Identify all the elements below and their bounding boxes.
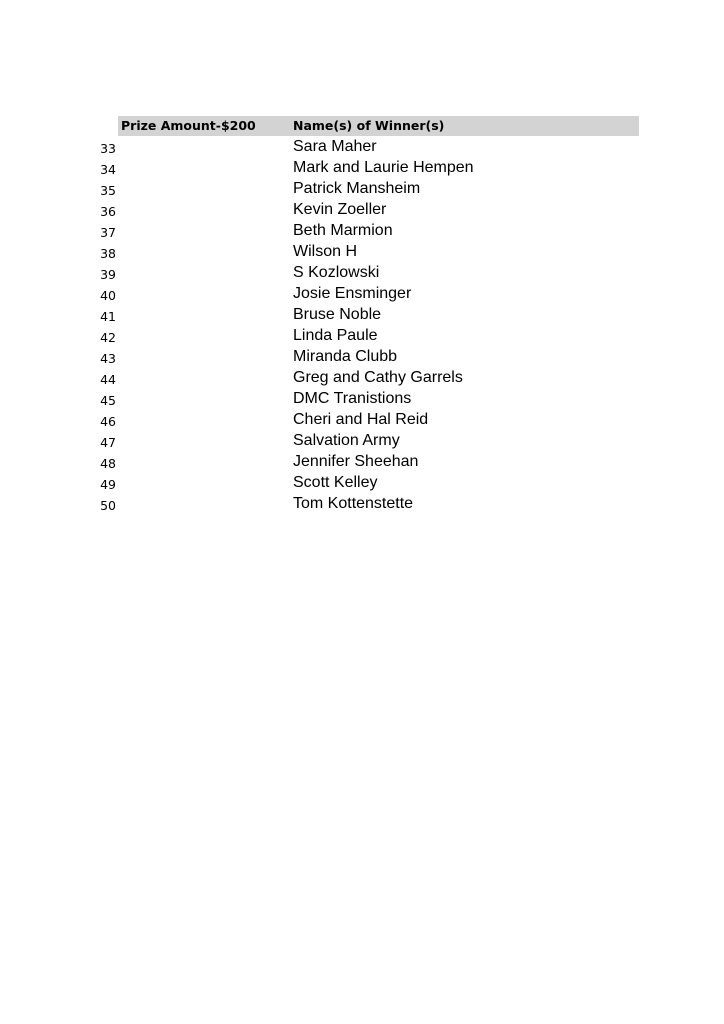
row-number: 36 (100, 204, 116, 219)
row-number: 45 (100, 393, 116, 408)
row-number: 39 (100, 267, 116, 282)
winner-name: Josie Ensminger (293, 285, 412, 302)
winner-name: Mark and Laurie Hempen (293, 159, 474, 176)
table-row (0, 285, 724, 306)
winner-name: Salvation Army (293, 432, 400, 449)
table-row (0, 432, 724, 453)
winner-name: Greg and Cathy Garrels (293, 369, 463, 386)
row-number: 40 (100, 288, 116, 303)
table-row (0, 327, 724, 348)
row-number: 50 (100, 498, 116, 513)
winner-name: Cheri and Hal Reid (293, 411, 429, 428)
winner-name: DMC Tranistions (293, 390, 412, 407)
winner-name: Bruse Noble (293, 306, 382, 323)
row-number: 44 (100, 372, 116, 387)
row-number: 42 (100, 330, 116, 345)
table-row (0, 243, 724, 264)
winner-name: Patrick Mansheim (293, 180, 421, 197)
winner-name: Tom Kottenstette (293, 495, 414, 512)
table-row (0, 348, 724, 369)
table-row (0, 180, 724, 201)
table-row (0, 474, 724, 495)
table-row (0, 390, 724, 411)
table-row (0, 306, 724, 327)
table-row (0, 138, 724, 159)
winner-name: Sara Maher (293, 138, 377, 155)
row-number: 35 (100, 183, 116, 198)
winner-name: Jennifer Sheehan (293, 453, 419, 470)
winner-name: Beth Marmion (293, 222, 393, 239)
row-number: 49 (100, 477, 116, 492)
winner-name: Linda Paule (293, 327, 378, 344)
row-number: 38 (100, 246, 116, 261)
row-number: 48 (100, 456, 116, 471)
row-number: 47 (100, 435, 116, 450)
winner-name: Scott Kelley (293, 474, 378, 491)
row-number: 43 (100, 351, 116, 366)
table-row (0, 411, 724, 432)
row-number: 34 (100, 162, 116, 177)
row-number: 46 (100, 414, 116, 429)
winner-name: S Kozlowski (293, 264, 380, 281)
winner-names-header: Name(s) of Winner(s) (293, 118, 445, 133)
row-number: 37 (100, 225, 116, 240)
winner-name: Wilson H (293, 243, 358, 260)
table-row (0, 264, 724, 285)
table-row (0, 495, 724, 516)
row-number: 41 (100, 309, 116, 324)
winner-name: Miranda Clubb (293, 348, 398, 365)
prize-amount-header: Prize Amount-$200 (121, 118, 256, 133)
table-row (0, 159, 724, 180)
row-number: 33 (100, 141, 116, 156)
table-row (0, 369, 724, 390)
table-row (0, 222, 724, 243)
winner-name: Kevin Zoeller (293, 201, 387, 218)
table-row (0, 201, 724, 222)
table-row (0, 453, 724, 474)
